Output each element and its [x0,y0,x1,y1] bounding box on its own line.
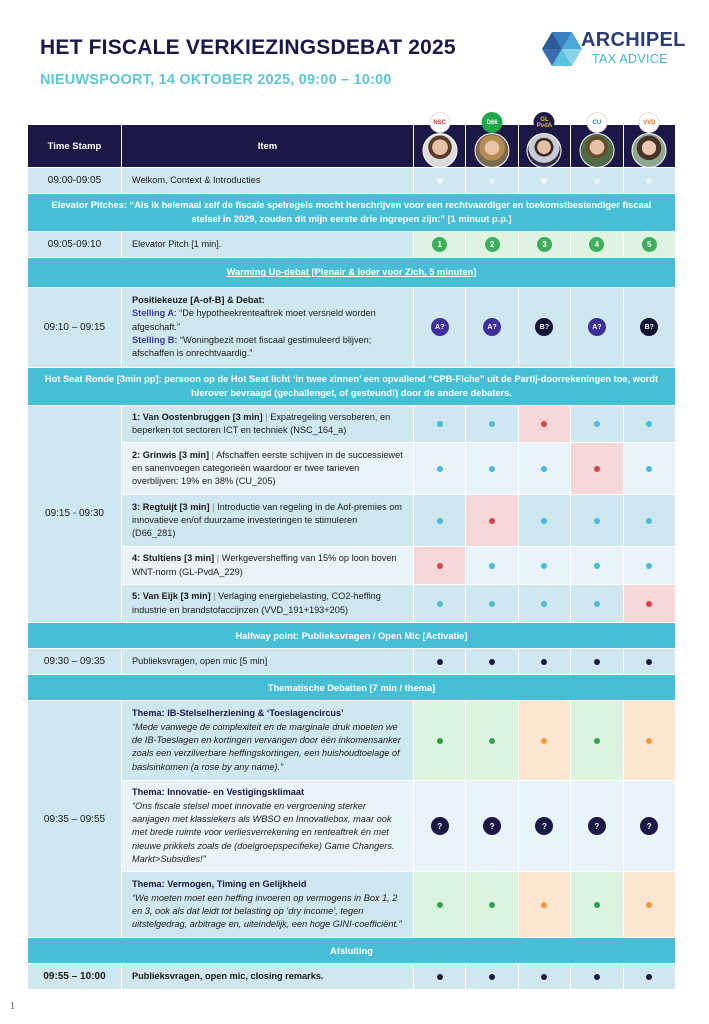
party-logo: VVD [639,112,660,133]
item-cell [122,872,414,938]
marker-cell [518,168,570,194]
dot-icon [541,178,547,184]
choice-badge: A? [483,318,501,336]
item-cell [122,495,414,547]
marker-cell [571,701,623,781]
dot-icon [489,738,495,744]
statement-a-text: : “De hypotheekrenteaftrek moet versneld worden afgeschaft.” [132,308,376,332]
order-number-badge: 5 [642,237,657,252]
marker-cell [414,168,466,194]
marker-cell [623,701,675,781]
choice-badge: A? [431,318,449,336]
dot-icon [541,974,547,980]
dot-icon [646,563,652,569]
item-cell [122,585,414,623]
party-logo: CU [586,112,607,133]
marker-cell [518,585,570,623]
marker-cell [518,443,570,495]
section-hot-seat [28,367,676,405]
hot-seat-dot-icon [594,466,600,472]
participant-3 [518,116,570,168]
dot-icon [541,902,547,908]
marker-cell [571,781,623,872]
choice-badge: B? [640,318,658,336]
hotseat-topic: Verlaging energiebelasting, CO2-heffing industrie en brandstofaccijnzen (VVD_191+193+205) [132,591,381,615]
marker-cell [571,547,623,585]
hotseat-row [28,443,676,495]
marker-cell [518,781,570,872]
item-cell [122,443,414,495]
hotseat-row [28,547,676,585]
marker-cell [466,168,518,194]
marker-cell [466,964,518,990]
column-header-item: Item [122,125,414,168]
section-heading: Afsluiting [28,938,676,964]
dot-icon [594,601,600,607]
item-title: Positiekeuze [A-of-B] & Debat: [132,294,265,305]
dot-icon [646,738,652,744]
marker-cell [466,547,518,585]
marker-cell [571,872,623,938]
marker-cell [518,231,570,257]
dot-icon [437,518,443,524]
statement-a-label: Stelling A [132,308,175,319]
dot-icon [646,974,652,980]
party-logo: NSC [429,112,450,133]
dot-icon [646,659,652,665]
marker-cell [623,547,675,585]
agenda-row-welcome [28,168,676,194]
dot-icon [489,902,495,908]
statement-b-label: Stelling B: [132,334,178,345]
hotseat-row [28,405,676,443]
dot-icon [541,518,547,524]
marker-cell-hot-seat [571,443,623,495]
marker-cell [414,585,466,623]
hotseat-topic: Expatregeling versoberen, en beperken tot sectoren ICT en techniek (NSC_164_a) [132,411,391,435]
hotseat-speaker: 5: Van Eijk [3 min] [132,591,211,602]
section-heading: Elevator Pitches: “Als ik helemaal zelf de fiscale spelregels mocht herschrijven voor een rechtvaardiger en toekomstbestendiger fiscaal stelsel in 2029, zouden dit mijn eerste drie ingrepen zijn:” [1 minuut p.p.] [28,194,676,232]
theme-row [28,781,676,872]
marker-cell [623,781,675,872]
choice-badge: B? [535,318,553,336]
separator: | [262,411,271,422]
theme-title: Thema: Vermogen, Timing en Gelijkheid [132,879,307,890]
dot-icon [594,421,600,427]
dot-icon [437,421,443,427]
item-cell [122,701,414,781]
participant-avatar [422,133,457,168]
marker-cell [623,287,675,367]
item-cell [122,405,414,443]
dot-icon [594,738,600,744]
dot-icon [541,659,547,665]
theme-quote: “Ons fiscale stelsel moet innovatie en vergroening sterker aanjagen met klassiekers als WBSO en Innovatiebox, maar ook met brede ruimte voor verliesverrekening en renteaftrek én met nieuwe prikkels zoals de (doelgroepspecifieke) Game Changers. Markt>Subsidies!” [132,800,395,865]
participant-2 [466,119,518,168]
time-cell: 09:00-09:05 [28,168,122,194]
question-badge-icon: ? [483,817,501,835]
hotseat-topic: Introductie van regeling in de Aof-premies om innovatieve en/of duurzame investeringen te stimuleren (D66_281) [132,501,402,539]
marker-cell [571,168,623,194]
item-cell: Welkom, Context & Introducties [122,168,414,194]
marker-cell [518,495,570,547]
separator: | [209,449,217,460]
marker-cell [466,781,518,872]
dot-icon [594,563,600,569]
marker-cell [518,872,570,938]
dot-icon [541,601,547,607]
item-cell: Elevator Pitch [1 min]. [122,231,414,257]
participant-5 [623,119,675,168]
dot-icon [437,974,443,980]
marker-cell [466,287,518,367]
question-badge-icon: ? [535,817,553,835]
participant-avatar [527,133,562,168]
participant-4 [571,119,623,168]
marker-cell [623,964,675,990]
marker-cell [466,443,518,495]
document-subtitle: NIEUWSPOORT, 14 OKTOBER 2025, 09:00 – 10:00 [40,72,392,88]
theme-title: Thema: IB-Stelselherziening & ‘Toeslagencircus’ [132,708,344,719]
statement-b-text: “Woningbezit moet fiscaal gestimuleerd blijven; afschaffen is onrechtvaardig.” [132,334,372,359]
marker-cell [571,231,623,257]
marker-cell [571,287,623,367]
marker-cell [623,168,675,194]
marker-cell [414,701,466,781]
marker-cell [571,405,623,443]
dot-icon [489,974,495,980]
time-cell: 09:10 – 09:15 [28,287,122,367]
section-closing [28,938,676,964]
column-header-time: Time Stamp [28,125,122,168]
marker-cell [623,443,675,495]
choice-badge: A? [588,318,606,336]
dot-icon [646,178,652,184]
theme-title: Thema: Innovatie- en Vestigingsklimaat [132,787,305,798]
hotseat-row [28,495,676,547]
time-cell: 09:30 – 09:35 [28,649,122,675]
order-number-badge: 4 [589,237,604,252]
party-logo: GL PvdA [534,112,555,133]
item-cell [122,781,414,872]
dot-icon [594,902,600,908]
hotseat-speaker: 4: Stultiens [3 min] [132,553,215,564]
theme-row [28,701,676,781]
separator: | [209,501,218,512]
marker-cell [414,964,466,990]
dot-icon [489,421,495,427]
hotseat-row [28,585,676,623]
separator: | [214,553,222,564]
question-badge-icon: ? [640,817,658,835]
marker-cell [466,872,518,938]
hot-seat-dot-icon [489,518,495,524]
archipel-logo [542,28,692,73]
agenda-row-elevator [28,231,676,257]
dot-icon [489,563,495,569]
section-heading: Thematische Debatten [7 min / thema] [28,675,676,701]
marker-cell [571,585,623,623]
document-title: HET FISCALE VERKIEZINGSDEBAT 2025 [40,36,456,59]
section-heading [28,257,676,287]
hexagon-logo-icon [542,30,582,68]
marker-cell [414,231,466,257]
section-warming-up [28,257,676,287]
marker-cell [571,964,623,990]
marker-cell [414,405,466,443]
question-badge-icon: ? [588,817,606,835]
hotseat-topic: Afschaffen eerste schijven in de successiewet en sanenvoegen categorieën waardoor er twee tarieven overblijven: 19% en 38% (CU_205) [132,449,403,487]
time-cell: 09:55 – 10:00 [28,964,122,990]
dot-icon [437,659,443,665]
marker-cell [623,231,675,257]
dot-icon [437,601,443,607]
marker-cell [623,872,675,938]
dot-icon [489,178,495,184]
marker-cell [623,405,675,443]
item-cell: Publieksvragen, open mic [5 min] [122,649,414,675]
hotseat-speaker: 2: Grinwis [3 min] [132,449,210,460]
participant-1 [414,119,466,168]
statement-a [132,307,403,334]
marker-cell-hot-seat [414,547,466,585]
dot-icon [541,563,547,569]
agenda-row-halfway [28,649,676,675]
table-header-row [28,125,676,168]
marker-cell [414,872,466,938]
section-heading: Halfway point: Publieksvragen / Open Mic [Activatie] [28,623,676,649]
marker-cell [466,585,518,623]
dot-icon [594,518,600,524]
section-heading-text: Warming Up-debat [Plenair & Ieder voor Zich, 5 minuten] [226,267,477,278]
marker-cell [414,287,466,367]
hot-seat-dot-icon [646,601,652,607]
page-number: 1 [10,1001,15,1012]
marker-cell [414,781,466,872]
dot-icon [437,738,443,744]
time-cell: 09:15 - 09:30 [28,405,122,623]
section-elevator-pitches [28,194,676,232]
dot-icon [489,466,495,472]
dot-icon [437,902,443,908]
dot-icon [646,902,652,908]
dot-icon [594,178,600,184]
dot-icon [646,518,652,524]
hotseat-speaker: 1: Van Oostenbruggen [3 min] [132,411,263,422]
participant-avatar [632,133,667,168]
theme-quote: “We moeten moet een heffing invoeren op vermogens in Box 1, 2 en 3, ook als dat leidt tot belasting op ‘dry income’, tegen uitstelgedrag, arbitrage en, uiteindelijk, een hoge GINI-coefficiënt.” [132,892,402,930]
section-halfway [28,623,676,649]
marker-cell [466,405,518,443]
theme-row [28,872,676,938]
marker-cell [414,495,466,547]
dot-icon [541,466,547,472]
dot-icon [594,974,600,980]
logo-tagline: TAX ADVICE [592,52,668,66]
marker-cell [623,495,675,547]
marker-cell [414,443,466,495]
agenda-row-warmup [28,287,676,367]
order-number-badge: 3 [537,237,552,252]
dot-icon [489,659,495,665]
marker-cell-hot-seat [623,585,675,623]
hot-seat-dot-icon [541,421,547,427]
dot-icon [437,178,443,184]
marker-cell-hot-seat [518,405,570,443]
marker-cell [571,495,623,547]
marker-cell [466,231,518,257]
participant-avatar [475,133,510,168]
question-badge-icon: ? [431,817,449,835]
marker-cell [518,701,570,781]
time-cell: 09:35 – 09:55 [28,701,122,938]
dot-icon [541,738,547,744]
section-heading: Hot Seat Ronde [3min pp]: persoon op de Hot Seat licht ‘in twee zinnen’ een opvallend “CPB-Fiche” uit de Partij-doorrekeningen toe, wordt hierover bevraagd (gechallenget, of gesteund!) door de andere debaters. [28,367,676,405]
section-thematic [28,675,676,701]
marker-cell-hot-seat [466,495,518,547]
dot-icon [594,659,600,665]
marker-cell [518,547,570,585]
participant-avatar [579,133,614,168]
marker-cell [518,287,570,367]
marker-cell [466,701,518,781]
statement-b [132,334,403,361]
theme-quote: “Mede vanwege de complexiteit en de marginale druk moeten we de IB-Toeslagen en kortingen vervangen door één inkomensanker zoals een verzilverbare heffingskortingen, een huishoudtoelage of basisinkomen (a rose by any name).” [132,721,401,772]
marker-cell [623,649,675,675]
item-cell [122,287,414,367]
order-number-badge: 2 [485,237,500,252]
separator: | [210,591,219,602]
agenda-table [27,116,676,990]
dot-icon [437,466,443,472]
dot-icon [646,421,652,427]
marker-cell [571,649,623,675]
party-logo: D66 [482,112,503,133]
marker-cell [466,649,518,675]
time-cell: 09:05-09:10 [28,231,122,257]
dot-icon [646,466,652,472]
logo-wordmark: ARCHIPEL [581,29,686,51]
dot-icon [489,601,495,607]
agenda-row-closing [28,964,676,990]
marker-cell [518,964,570,990]
hotseat-speaker: 3: Regtuijt [3 min] [132,501,210,512]
item-cell: Publieksvragen, open mic, closing remarks. [122,964,414,990]
hot-seat-dot-icon [437,563,443,569]
marker-cell [414,649,466,675]
item-cell [122,547,414,585]
marker-cell [518,649,570,675]
hotseat-topic: Werkgeversheffing van 15% op loon boven WNT-norm (GL-PvdA_229) [132,553,397,577]
order-number-badge: 1 [432,237,447,252]
